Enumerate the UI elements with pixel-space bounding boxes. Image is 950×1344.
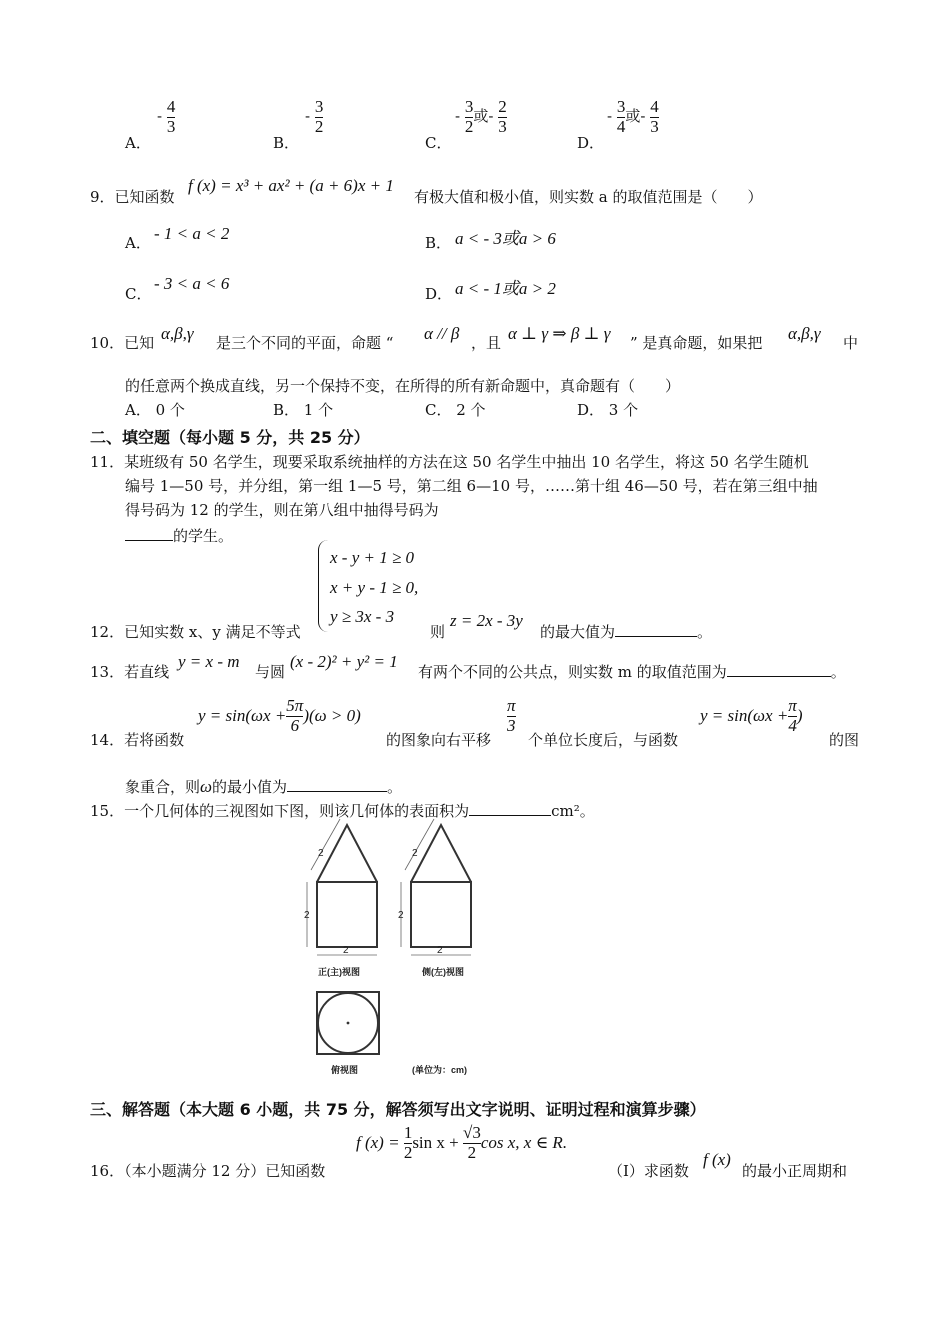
answer-blank [469,815,551,816]
three-view-figure [296,818,506,1078]
q9-option-c-value: - 3 < a < 6 [154,274,230,293]
section-2-heading: 二、填空题（每小题 5 分，共 25 分） [90,428,370,447]
q9-stem: 9．已知函数 [90,188,175,206]
side-view-square [411,882,471,947]
answer-blank [287,791,387,792]
q8-option-a-value: - $\frac{4}{3}$ [157,97,176,136]
q10-text: 是三个不同的平面，命题 “ [216,334,394,352]
q12-stem: 12．已知实数 x、y 满足不等式 [90,623,301,641]
fraction: $\frac{3}{4}$ [616,97,626,136]
q10-option-a: A． 0 个 [125,401,185,419]
q10-parallel: α // β [424,324,460,343]
answer-blank [125,540,173,541]
q14-function1: y = sin(ωx + $\frac{5\pi}{6}$ )(ω > 0) [198,696,361,735]
q13-line: y = x - m [178,652,240,671]
q8-option-c-value: - $\frac{3}{2}$ 或- $\frac{2}{3}$ [455,97,507,136]
q9-option-b-value: a < - 3或a > 6 [455,229,556,248]
q12-ineq1: x - y + 1 ≥ 0 [330,548,415,567]
side-view-caption: 侧(左)视图 [422,967,464,977]
q10-option-d: D． 3 个 [577,401,639,419]
front-height-label: 2 [304,910,310,921]
front-width-label: 2 [343,945,349,956]
q14-function2: y = sin(ωx + $\frac{\pi}{4}$ ) [700,696,803,735]
q8-option-b: B． [273,134,300,152]
q14-tail: 的图 [829,731,860,749]
q13-circle: (x - 2)² + y² = 1 [290,652,398,671]
q14-mid: 的图象向右平移 [386,731,492,749]
q12-then: 则 [430,623,446,641]
q10-option-c: C． 2 个 [425,401,486,419]
fraction: $\frac{4}{3}$ [650,97,659,136]
front-view-square [317,882,377,947]
q9-option-a-value: - 1 < a < 2 [154,224,230,243]
fraction: $\frac{5\pi}{6}$ [286,696,304,735]
fraction: $\frac{4}{3}$ [166,97,176,136]
q9-option-b: B． [425,234,452,252]
q15-stem: 15．一个几何体的三视图如下图，则该几何体的表面积为 cm²。 [90,802,595,820]
q10-text3: ” 是真命题，如果把 [630,334,763,352]
fraction: $\frac{2}{3}$ [498,97,507,136]
q9-tail: 有极大值和极小值，则实数 a 的取值范围是（ ） [414,188,763,206]
q9-option-d-value: a < - 1或a > 2 [455,279,556,298]
q12-objective: z = 2x - 3y [450,611,523,630]
q12-ineq3: y ≥ 3x - 3 [330,607,395,626]
q10-planes: α,β,γ [161,324,194,343]
side-height-label: 2 [398,910,404,921]
section-3-heading: 三、解答题（本大题 6 小题，共 75 分，解答须写出文字说明、证明过程和演算步骤） [90,1100,706,1119]
q10-stem: 10．已知 [90,334,155,352]
q9-option-a: A． [125,234,151,252]
top-view-caption: 俯视图 [331,1065,359,1075]
q14-stem: 14．若将函数 [90,731,185,749]
q16-stem: 16．（本小题满分 12 分）已知函数 [90,1162,326,1180]
center-dot [347,1022,350,1025]
fraction: $\frac{\pi}{3}$ [507,696,516,735]
q10-line2: 的任意两个换成直线，另一个保持不变，在所得的所有新命题中，真命题有（ ） [125,377,681,395]
q10-option-b: B． 1 个 [273,401,334,419]
q13-tail: 有两个不同的公共点，则实数 m 的取值范围为 。 [418,663,846,681]
answer-blank [727,676,831,677]
q16-tail: 的最小正周期和 [742,1162,848,1180]
q8-option-c: C． [425,134,452,152]
q12-ineq2: x + y - 1 ≥ 0, [330,578,419,597]
fraction: $\frac{\pi}{4}$ [788,696,797,735]
q11-line1: 11．某班级有 50 名学生，现要采取系统抽样的方法在这 50 名学生中抽出 10 名学生，将这 50 名学生随机 [90,453,809,471]
q16-fx: f (x) [703,1150,731,1169]
unit-caption: (单位为：cm) [412,1065,468,1075]
q12-tail: 的最大值为 。 [540,623,713,641]
q10-planes2: α,β,γ [788,324,821,343]
q9-function: f (x) = x³ + ax² + (a + 6)x + 1 [188,176,394,195]
q14-shift [507,697,516,735]
side-width-label: 2 [437,945,443,956]
brace [318,540,329,632]
q9-option-c: C． [125,285,152,303]
front-view-caption: 正(主)视图 [318,967,360,977]
q14-mid2: 个单位长度后，与函数 [528,731,679,749]
q8-option-d-value: - $\frac{3}{4}$ 或- $\frac{4}{3}$ [607,97,659,136]
q10-text4: 中 [843,334,859,352]
q16-function: f (x) = $\frac{1}{2}$ sin x + $\frac{√3}{2}$ cos x, x ∈ R. [356,1123,568,1162]
fraction: $\frac{1}{2}$ [403,1123,413,1162]
q10-text2: ，且 [471,334,502,352]
q8-option-a: A． [125,134,151,152]
q13-with: 与圆 [255,663,286,681]
q14-line2: 象重合，则ω的最小值为 。 [125,777,403,796]
q13-stem: 13．若直线 [90,663,170,681]
q11-line4: 的学生。 [125,525,233,546]
q8-option-b-value: - $\frac{3}{2}$ [305,97,324,136]
q11-line2: 编号 1—50 号，并分组，第一组 1—5 号，第二组 6—10 号，……第十组 46—50 号，若在第三组中抽 [125,477,818,495]
q8-option-d: D． [577,134,605,152]
q11-line3: 得号码为 12 的学生，则在第八组中抽得号码为 [125,501,439,519]
answer-blank [615,636,697,637]
front-view-triangle [317,825,377,882]
q16-part1: （I）求函数 [608,1162,689,1180]
q10-perp: α ⊥ γ ⇒ β ⊥ γ [508,324,611,343]
side-view-triangle [411,825,471,882]
fraction: $\frac{3}{2}$ [464,97,474,136]
front-slant-label: 2 [318,848,324,859]
q9-option-d: D． [425,285,453,303]
fraction: $\frac{3}{2}$ [314,97,324,136]
fraction: $\frac{√3}{2}$ [463,1123,481,1162]
side-slant-label: 2 [412,848,418,859]
